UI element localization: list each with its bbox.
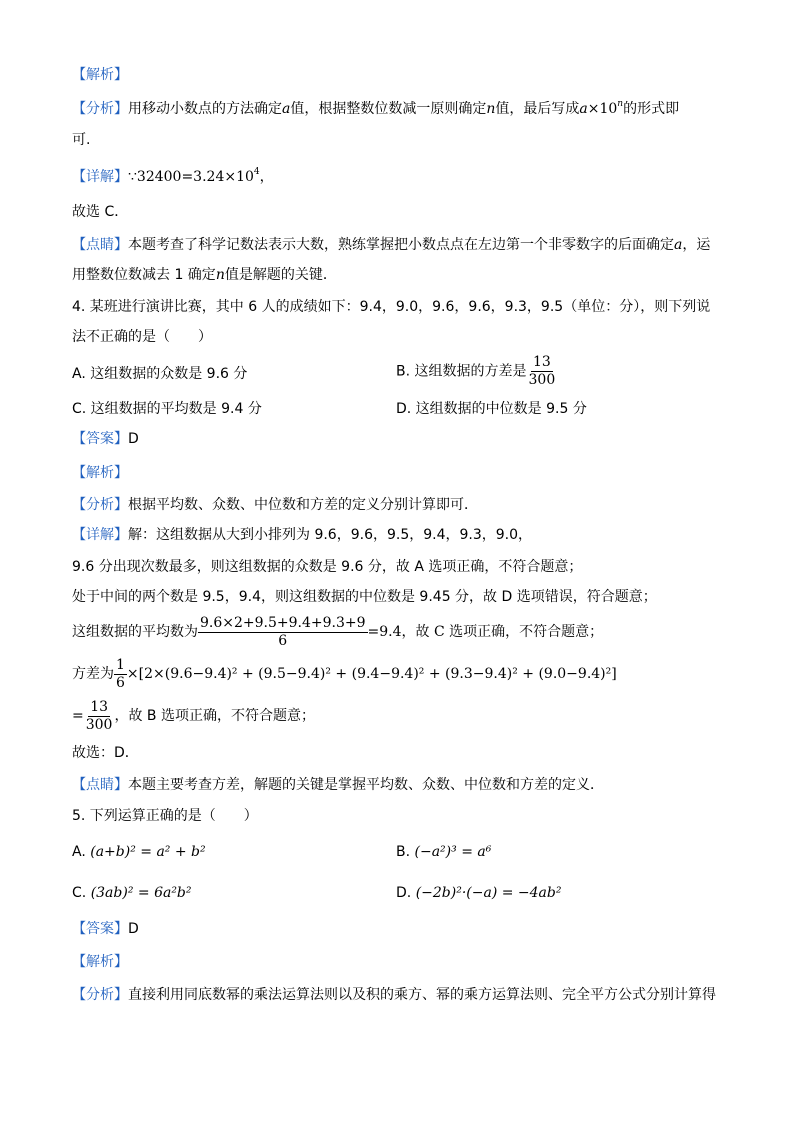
q4-variance-line	[72, 656, 617, 692]
q5-jiexi-label: 【解析】	[72, 954, 128, 970]
denominator: 6	[278, 632, 288, 649]
denominator: 6	[116, 674, 125, 691]
text: 本题考查了科学记数法表示大数，熟练掌握把小数点点在左边第一个非零数字的后面确定	[128, 237, 674, 253]
variance-expr: ×[2×(9.6−9.4)² + (9.5−9.4)² + (9.4−9.4)² + (9.3−9.4)² + (9.0−9.4)²]	[126, 666, 617, 682]
q3-choose: 故选 C．	[72, 204, 129, 220]
text: ，	[259, 169, 274, 185]
text: 根据平均数、众数、中位数和方差的定义分别计算即可．	[128, 497, 478, 513]
q4-xiangjie-line3: 处于中间的两个数是 9.5，9.4，则这组数据的中位数是 9.45 分，故 D 选项错误，符合题意；	[72, 589, 657, 605]
xiangjie-exp: 4	[253, 167, 260, 178]
numerator: 13	[532, 354, 551, 370]
text: 这组数据的平均数为	[72, 624, 198, 640]
equals: =	[72, 708, 84, 724]
fenxi-tag: 【分析】	[72, 101, 128, 117]
q3-dianjing	[72, 236, 710, 254]
fenxi-tag: 【分析】	[72, 497, 128, 513]
var-a: a	[579, 101, 588, 117]
mean-fraction	[198, 615, 368, 650]
denominator: 300	[85, 716, 113, 733]
text: 用移动小数点的方法确定	[128, 101, 282, 117]
q4-stem-cont: 法不正确的是（ ）	[72, 329, 212, 345]
numerator: 1	[116, 656, 125, 673]
xiangjie-tag: 【详解】	[72, 527, 128, 543]
q4-answer	[72, 430, 139, 448]
q5-option-a	[72, 843, 206, 861]
times-ten: ×10	[587, 101, 618, 117]
expr: (3ab)² = 6a²b²	[90, 885, 192, 901]
fenxi-tag: 【分析】	[72, 987, 128, 1003]
text: =9.4，故 C 选项正确，不符合题意；	[367, 624, 604, 640]
q4-stem: 4. 某班进行演讲比赛，其中 6 人的成绩如下：9.4，9.0，9.6，9.6，9.3，9.5（单位：分），则下列说	[72, 299, 711, 315]
q3-xiangjie	[72, 168, 274, 186]
q4-variance-result	[72, 698, 315, 734]
q3-fenxi	[72, 100, 679, 118]
q4-xiangjie	[72, 526, 532, 544]
label: C.	[72, 885, 87, 901]
variance-fraction	[84, 699, 115, 734]
answer-tag: 【答案】	[72, 431, 128, 447]
expr: (a+b)² = a² + b²	[90, 844, 206, 860]
q4-option-a: A. 这组数据的众数是 9.6 分	[72, 366, 248, 382]
expr: (−2b)²·(−a) = −4ab²	[415, 885, 562, 901]
q3-fenxi-cont: 可.	[72, 132, 91, 148]
text: 值，根据整数位数减一原则确定	[290, 101, 487, 117]
label: A.	[72, 844, 86, 860]
q4-choose: 故选：D．	[72, 745, 139, 761]
text: ，运	[682, 237, 711, 253]
var-a: a	[282, 101, 291, 117]
text: 值是解题的关键．	[224, 267, 337, 283]
var-n: n	[486, 101, 496, 117]
text: 值，最后写成	[495, 101, 580, 117]
exp-n: n	[617, 99, 624, 110]
q5-stem: 5. 下列运算正确的是（ ）	[72, 808, 258, 824]
text: B. 这组数据的方差是	[396, 363, 527, 380]
text: ，故 B 选项正确，不符合题意；	[114, 708, 315, 724]
answer-value: D	[128, 431, 139, 447]
xiangjie-tag: 【详解】	[72, 169, 128, 185]
var-n: n	[215, 267, 225, 283]
q3-dianjing-cont	[72, 266, 337, 284]
expr: (−a²)³ = a⁶	[414, 844, 492, 860]
text: 的形式即	[623, 101, 680, 117]
text: 本题主要考查方差，解题的关键是掌握平均数、众数、中位数和方差的定义．	[128, 777, 604, 793]
xiangjie-expr: ∵32400=3.24×10	[128, 169, 254, 185]
numerator: 13	[90, 698, 109, 715]
dianjing-tag: 【点睛】	[72, 777, 128, 793]
q4-jiexi-label: 【解析】	[72, 465, 128, 481]
q5-fenxi	[72, 986, 716, 1004]
dianjing-tag: 【点睛】	[72, 237, 128, 253]
q4-dianjing	[72, 776, 604, 794]
q4-option-b	[396, 354, 557, 389]
text: 用整数位数减去 1 确定	[72, 267, 216, 283]
text: 解：这组数据从大到小排列为 9.6，9.6，9.5，9.4，9.3，9.0，	[128, 527, 533, 543]
numerator: 9.6×2+9.5+9.4+9.3+9	[200, 614, 366, 631]
q5-answer	[72, 920, 139, 938]
label: D.	[396, 885, 412, 901]
q4-option-c: C. 这组数据的平均数是 9.4 分	[72, 401, 262, 417]
q5-option-c	[72, 884, 192, 902]
q4-mean-line	[72, 614, 603, 650]
q4-fenxi	[72, 496, 478, 514]
q4-xiangjie-line2: 9.6 分出现次数最多，则这组数据的众数是 9.6 分，故 A 选项正确，不符合题意；	[72, 559, 583, 575]
answer-value: D	[128, 921, 139, 937]
label: B.	[396, 844, 411, 860]
answer-tag: 【答案】	[72, 921, 128, 937]
denominator: 300	[528, 372, 556, 388]
text: 方差为	[72, 666, 114, 682]
q3-jiexi-label: 【解析】	[72, 67, 128, 83]
variance-coef	[114, 657, 127, 692]
q4-option-d: D. 这组数据的中位数是 9.5 分	[396, 401, 587, 417]
var-a: a	[674, 237, 683, 253]
text: 直接利用同底数幂的乘法运算法则以及积的乘方、幂的乘方运算法则、完全平方公式分别计算得	[128, 987, 716, 1003]
q5-option-d	[396, 884, 561, 902]
fraction	[527, 354, 558, 389]
q5-option-b	[396, 843, 491, 861]
